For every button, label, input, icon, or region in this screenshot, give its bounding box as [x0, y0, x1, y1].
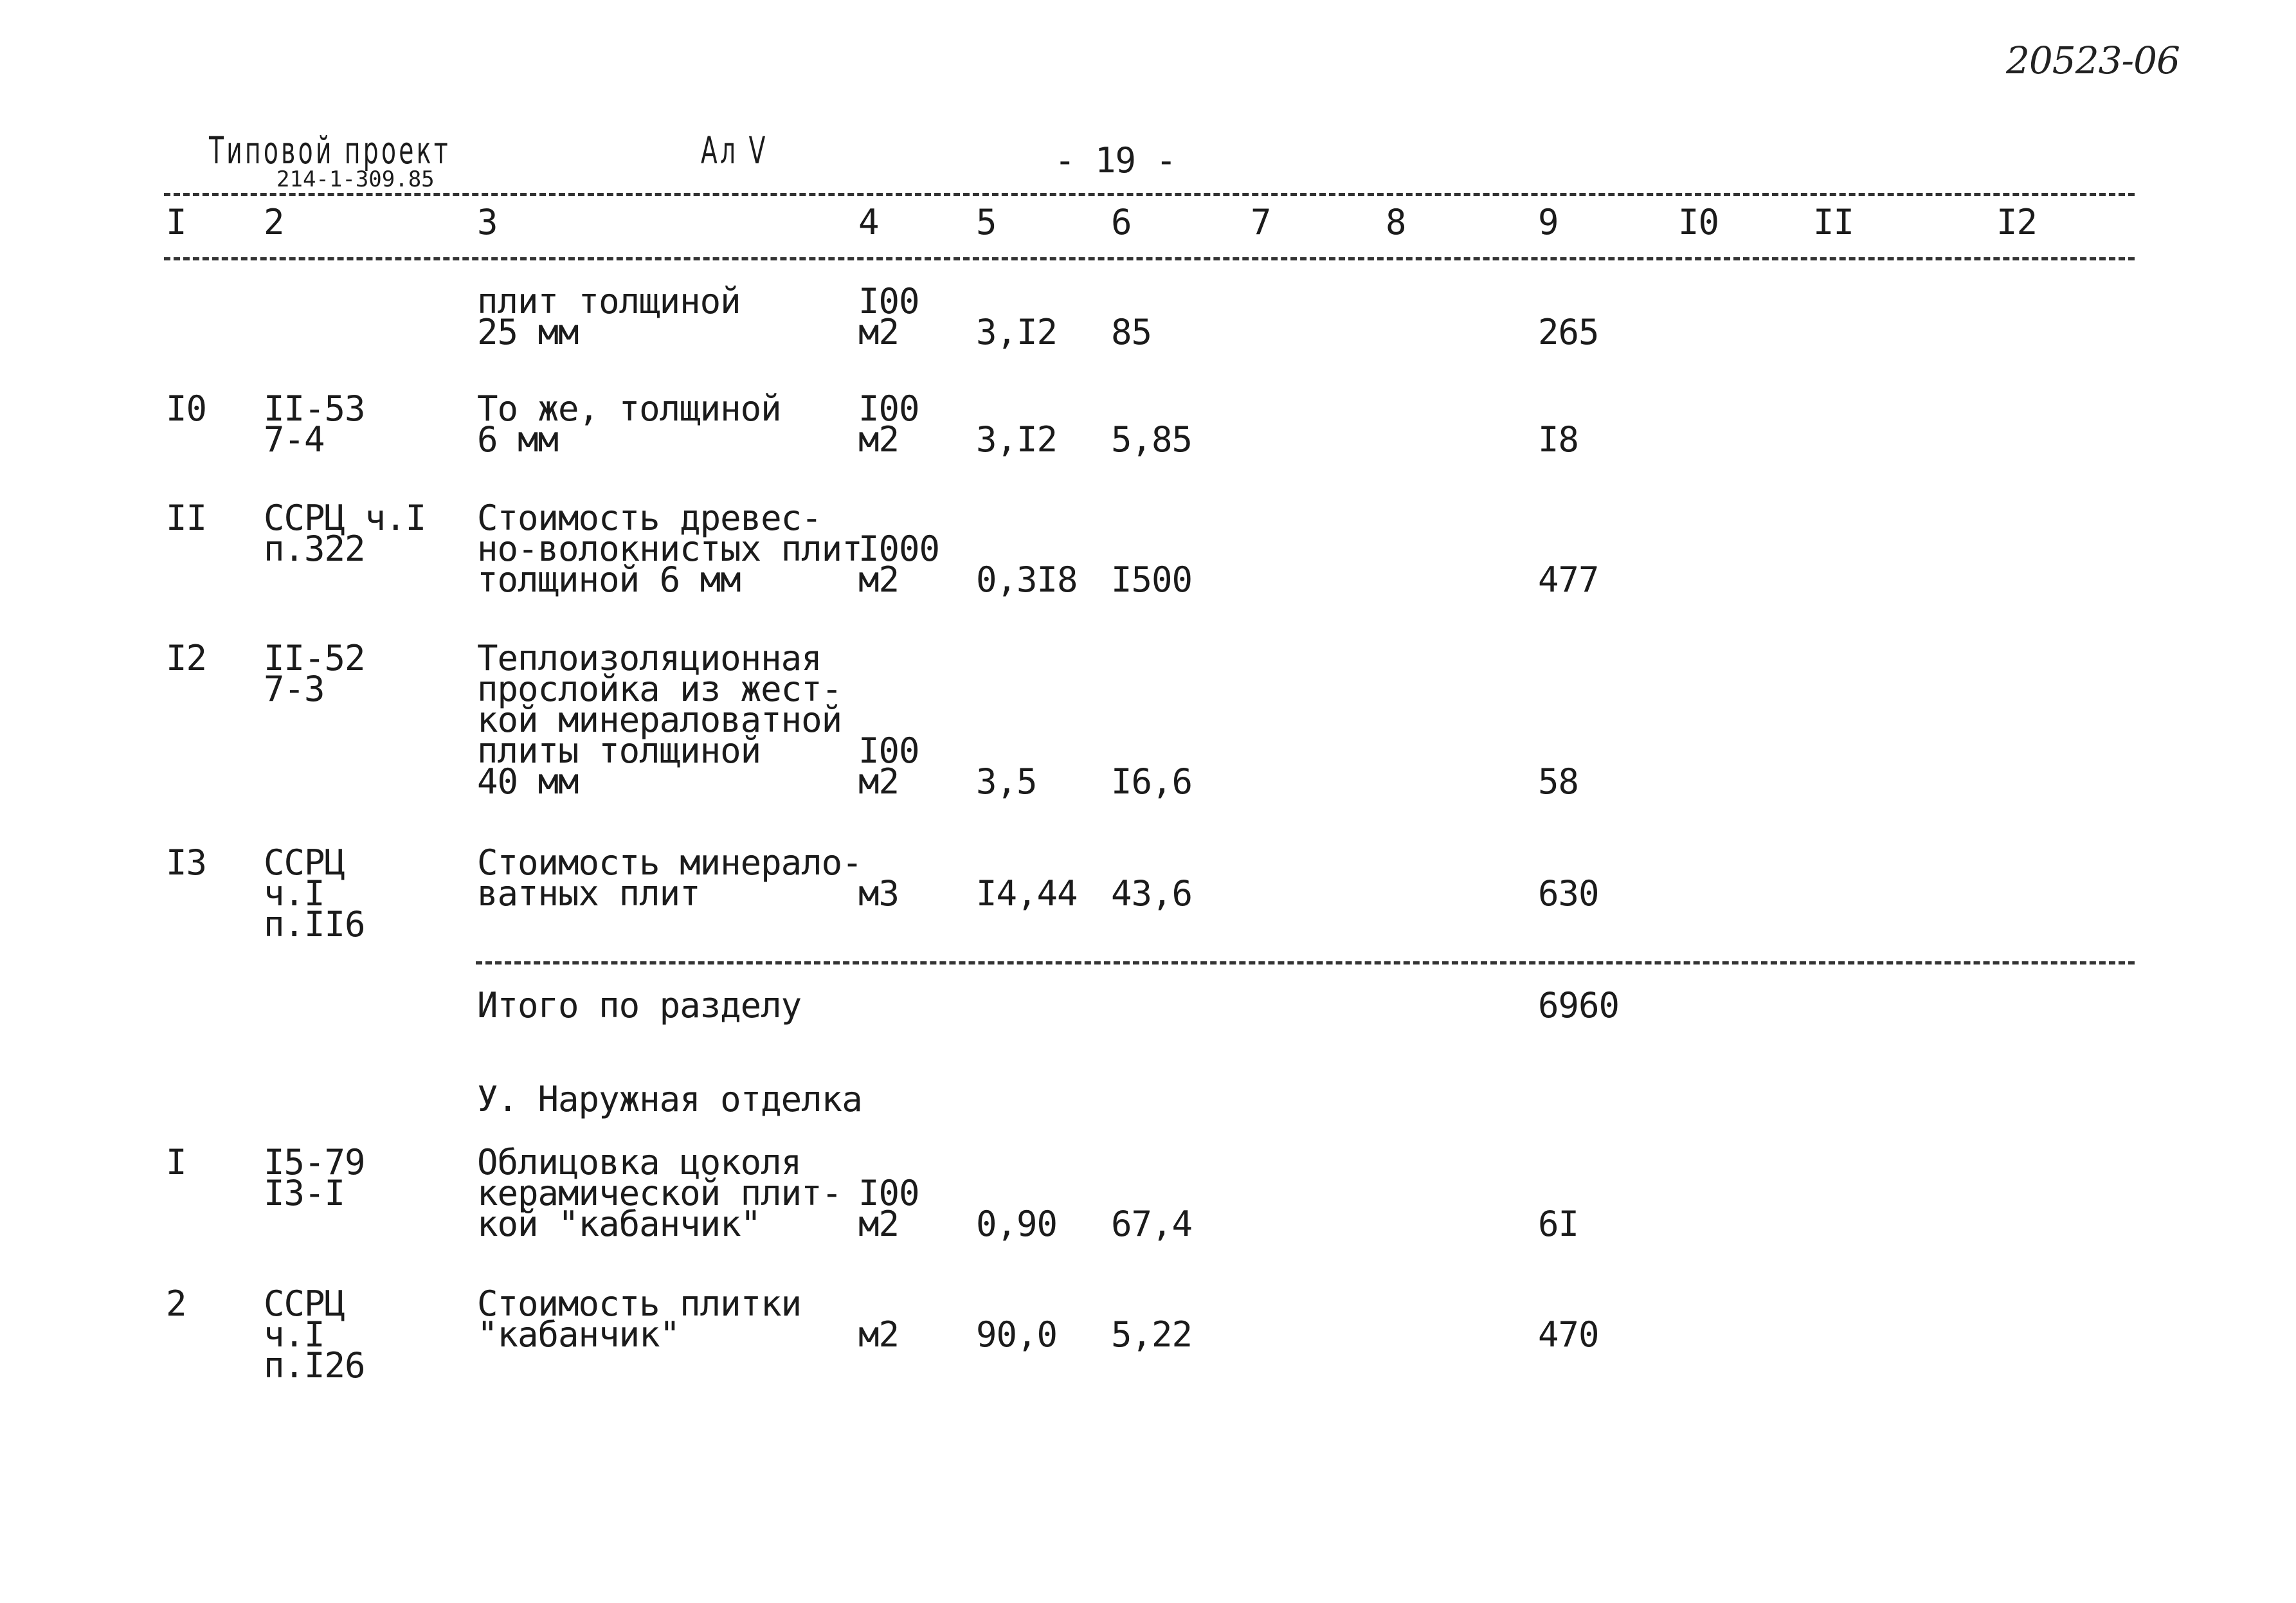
- item-price: 67,4: [1111, 1204, 1193, 1244]
- item-code: ССРЦ ч.I п.I26: [264, 1283, 365, 1386]
- column-header: 9: [1538, 202, 1559, 242]
- item-name: Стоимость древес- но-волокнистых плит толщиной 6 мм: [477, 498, 862, 600]
- column-header: I0: [1678, 202, 1719, 242]
- item-total: 477: [1538, 559, 1599, 600]
- item-name: Стоимость минерало- ватных плит: [477, 842, 862, 914]
- page-number: - 19 -: [1054, 140, 1177, 181]
- item-quantity: 3,5: [976, 761, 1037, 802]
- item-name: Облицовка цоколя керамической плит- кой "кабанчик": [477, 1142, 842, 1244]
- item-unit: I000 м2: [858, 529, 940, 600]
- item-number: I0: [166, 388, 207, 429]
- subtotal-total: 6960: [1538, 985, 1620, 1026]
- item-quantity: I4,44: [976, 873, 1078, 914]
- item-total: 470: [1538, 1314, 1599, 1355]
- item-price: I500: [1111, 559, 1193, 600]
- item-price: 5,22: [1111, 1314, 1193, 1355]
- column-header: 5: [976, 202, 997, 242]
- item-number: II: [166, 498, 207, 538]
- column-header: 3: [477, 202, 498, 242]
- item-name: Стоимость плитки "кабанчик": [477, 1283, 802, 1355]
- section-title: У. Наружная отделка: [477, 1079, 862, 1119]
- item-number: I: [166, 1142, 186, 1182]
- item-unit: I00 м2: [858, 388, 919, 460]
- item-quantity: 3,I2: [976, 419, 1058, 460]
- item-quantity: 90,0: [976, 1314, 1058, 1355]
- item-price: 5,85: [1111, 419, 1193, 460]
- item-code: I5-79 I3-I: [264, 1142, 365, 1213]
- column-header: 8: [1386, 202, 1406, 242]
- column-header: 2: [264, 202, 284, 242]
- item-unit: I00 м2: [858, 1173, 919, 1244]
- column-header: I: [166, 202, 186, 242]
- subtotal-rule: [476, 961, 2135, 965]
- column-header: II: [1813, 202, 1854, 242]
- item-name: То же, толщиной 6 мм: [477, 388, 781, 460]
- item-price: 85: [1111, 312, 1152, 352]
- item-price: 43,6: [1111, 873, 1193, 914]
- item-quantity: 0,90: [976, 1204, 1058, 1244]
- document-number: 20523-06: [2006, 39, 2180, 82]
- item-total: I8: [1538, 419, 1579, 460]
- subtotal-label: Итого по разделу: [477, 985, 802, 1026]
- item-number: I2: [166, 638, 207, 678]
- header-rule-top: [164, 193, 2135, 196]
- item-number: 2: [166, 1283, 186, 1324]
- item-code: ССРЦ ч.I п.322: [264, 498, 426, 569]
- item-unit: м3: [858, 873, 899, 914]
- item-quantity: 3,I2: [976, 312, 1058, 352]
- item-code: ССРЦ ч.I п.II6: [264, 842, 365, 945]
- item-code: II-52 7-3: [264, 638, 365, 709]
- item-unit: I00 м2: [858, 281, 919, 352]
- item-total: 630: [1538, 873, 1599, 914]
- column-header: 4: [858, 202, 879, 242]
- item-total: 58: [1538, 761, 1579, 802]
- item-number: I3: [166, 842, 207, 883]
- project-code: 214-1-309.85: [276, 167, 435, 192]
- item-name: плит толщиной 25 мм: [477, 281, 741, 352]
- header-rule-bottom: [164, 257, 2135, 260]
- stamp-title: Типовой проект: [209, 129, 451, 172]
- column-header: 6: [1111, 202, 1132, 242]
- item-code: II-53 7-4: [264, 388, 365, 460]
- item-price: I6,6: [1111, 761, 1193, 802]
- album-number: Ал V: [701, 129, 768, 172]
- column-header: I2: [1996, 202, 2038, 242]
- item-total: 265: [1538, 312, 1599, 352]
- item-unit: м2: [858, 1314, 899, 1355]
- item-name: Теплоизоляционная прослойка из жест- кой минераловатной плиты толщиной 40 мм: [477, 638, 842, 802]
- item-total: 6I: [1538, 1204, 1579, 1244]
- item-quantity: 0,3I8: [976, 559, 1078, 600]
- column-header: 7: [1251, 202, 1271, 242]
- item-unit: I00 м2: [858, 730, 919, 802]
